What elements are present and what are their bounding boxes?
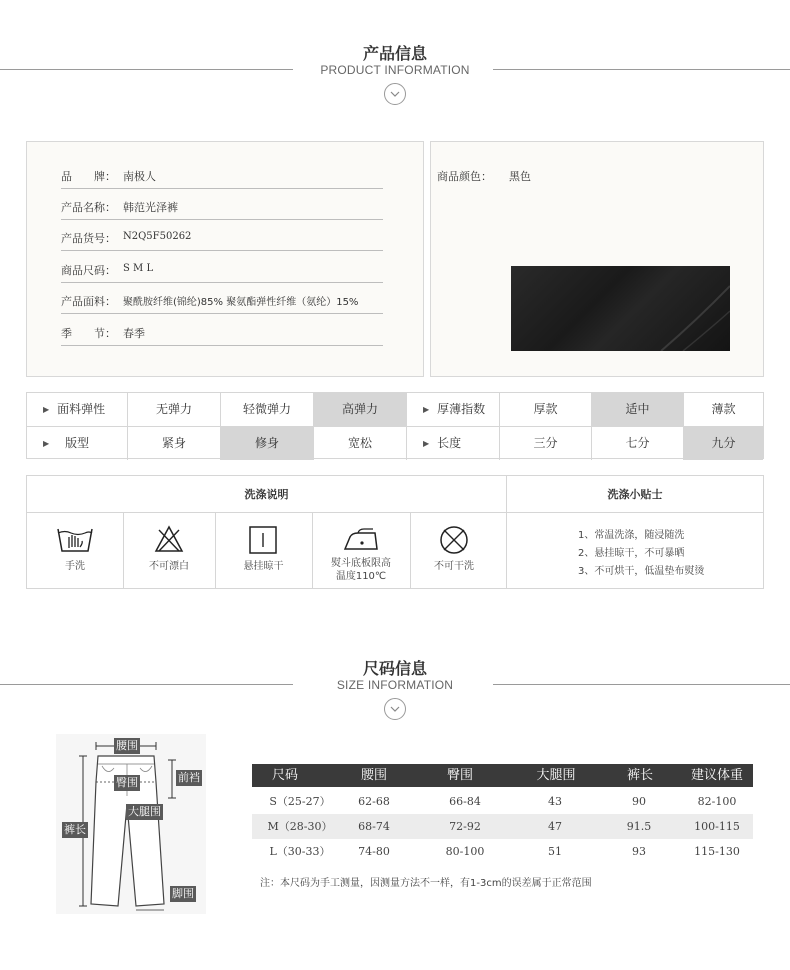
table-cell: 91.5 bbox=[626, 820, 652, 833]
diagram-label-thigh: 大腿围 bbox=[128, 805, 161, 818]
wash-icon-label: 不可漂白 bbox=[149, 561, 189, 572]
info-value: 韩范光泽裤 bbox=[123, 201, 178, 214]
wash-icon-label: 手洗 bbox=[65, 561, 85, 572]
size-note: 注：本尺码为手工测量，因测量方法不一样，有1-3cm的误差属于正常范围 bbox=[260, 878, 592, 889]
attr-option: 三分 bbox=[500, 427, 592, 460]
diagram-label-front-rise: 前裆 bbox=[178, 771, 200, 784]
table-cell: 68-74 bbox=[358, 820, 390, 833]
product-detail-box bbox=[26, 141, 424, 377]
triangle-right-icon: ▶ bbox=[423, 405, 430, 414]
no-dry-clean-icon bbox=[410, 522, 506, 556]
table-cell: 82-100 bbox=[697, 795, 737, 808]
info-row-fabric bbox=[61, 290, 383, 314]
table-cell: M（28-30） bbox=[267, 820, 333, 833]
table-cell: 90 bbox=[632, 795, 646, 808]
info-value: 聚酰胺纤维(锦纶)85% 聚氨酯弹性纤维（氨纶）15% bbox=[123, 297, 359, 308]
attr-option: 薄款 bbox=[711, 402, 736, 416]
attr-option: 轻微弹力 bbox=[221, 393, 314, 426]
section-title-en: SIZE INFORMATION bbox=[336, 678, 454, 692]
color-value: 黑色 bbox=[509, 170, 531, 183]
diagram-label-hem: 脚围 bbox=[172, 887, 194, 900]
wash-icon-label: 不可干洗 bbox=[434, 561, 474, 572]
diagram-label-length: 裤长 bbox=[64, 823, 86, 836]
attr-option-selected: 修身 bbox=[221, 427, 314, 460]
attribute-table bbox=[26, 392, 764, 459]
table-header-cell: 腰围 bbox=[360, 768, 387, 783]
wash-icon-label: 熨斗底板限高温度110℃ bbox=[331, 558, 391, 582]
wash-icon-cell bbox=[312, 513, 410, 589]
wash-instructions-table bbox=[26, 475, 764, 589]
table-cell: 93 bbox=[632, 845, 646, 858]
wash-icon-cell bbox=[410, 513, 506, 589]
chevron-down-icon[interactable] bbox=[384, 83, 406, 105]
info-key: 商品尺码： bbox=[61, 264, 116, 277]
info-key: 品 牌： bbox=[61, 170, 116, 183]
attr-option-selected: 九分 bbox=[684, 427, 763, 460]
wash-tip: 2、悬挂晾干，不可暴晒 bbox=[578, 548, 685, 559]
table-cell: 100-115 bbox=[694, 820, 740, 833]
info-key: 产品面料： bbox=[61, 295, 116, 308]
attr-option: 无弹力 bbox=[128, 393, 221, 426]
wash-header-left: 洗涤说明 bbox=[27, 476, 506, 513]
section-title-en: PRODUCT INFORMATION bbox=[320, 63, 470, 77]
triangle-right-icon: ▶ bbox=[43, 405, 50, 414]
pants-diagram bbox=[56, 734, 206, 914]
hang-dry-icon bbox=[215, 522, 312, 556]
attr-label-thickness: ▶ 厚薄指数 bbox=[407, 393, 500, 426]
table-cell: 62-68 bbox=[358, 795, 390, 808]
info-key: 产品货号： bbox=[61, 232, 116, 245]
info-key: 产品名称： bbox=[61, 201, 116, 214]
info-value: S M L bbox=[123, 263, 154, 274]
section-title-cn: 产品信息 bbox=[362, 44, 427, 63]
diagram-label-hip: 臀围 bbox=[116, 776, 138, 789]
attr-option: 七分 bbox=[592, 427, 684, 460]
info-value: 春季 bbox=[123, 327, 145, 340]
info-value: 南极人 bbox=[123, 170, 156, 183]
section-title-cn: 尺码信息 bbox=[362, 659, 427, 678]
chevron-down-icon[interactable] bbox=[384, 698, 406, 720]
table-header-cell: 尺码 bbox=[271, 768, 298, 783]
wash-tips bbox=[578, 527, 704, 581]
no-bleach-icon bbox=[123, 522, 215, 556]
info-key: 季 节： bbox=[61, 327, 116, 340]
wash-tip: 1、常温洗涤，随浸随洗 bbox=[578, 530, 685, 541]
iron-icon bbox=[312, 522, 410, 556]
table-header-cell: 大腿围 bbox=[536, 768, 576, 783]
table-cell: 47 bbox=[548, 820, 562, 833]
info-row-season bbox=[61, 322, 383, 346]
table-cell: 51 bbox=[548, 845, 562, 858]
attr-option-selected: 适中 bbox=[592, 393, 684, 426]
column-divider bbox=[506, 476, 507, 588]
info-row-size bbox=[61, 259, 383, 283]
info-row-sku bbox=[61, 227, 383, 251]
table-row bbox=[252, 789, 753, 814]
attr-option: 宽松 bbox=[314, 427, 407, 460]
table-header-cell: 建议体重 bbox=[690, 768, 743, 783]
attr-option-selected: 高弹力 bbox=[314, 393, 407, 426]
fabric-swatch-image bbox=[511, 266, 730, 351]
attr-option: 厚款 bbox=[500, 393, 592, 426]
hand-wash-icon bbox=[27, 522, 123, 556]
table-row bbox=[252, 814, 753, 839]
table-header-cell: 裤长 bbox=[626, 768, 653, 783]
wash-icon-label: 悬挂晾干 bbox=[243, 561, 284, 572]
table-cell: S（25-27） bbox=[269, 795, 331, 808]
info-value: N2Q5F50262 bbox=[123, 231, 192, 242]
table-header-cell: 臀围 bbox=[446, 768, 473, 783]
attr-label-fit: ▶ 版型 bbox=[27, 427, 128, 460]
attr-label-length: ▶ 长度 bbox=[407, 427, 500, 460]
info-row-brand bbox=[61, 165, 383, 189]
diagram-label-waist: 腰围 bbox=[116, 739, 138, 752]
color-label: 商品颜色： bbox=[437, 170, 492, 183]
table-cell: 72-92 bbox=[449, 820, 481, 833]
triangle-right-icon: ▶ bbox=[43, 439, 50, 448]
table-row bbox=[252, 839, 753, 864]
info-row-name bbox=[61, 196, 383, 220]
wash-icon-cell bbox=[27, 513, 123, 589]
table-cell: 43 bbox=[548, 795, 562, 808]
table-cell: L（30-33） bbox=[269, 845, 331, 858]
table-cell: 80-100 bbox=[445, 845, 485, 858]
product-color-box bbox=[430, 141, 764, 377]
wash-icon-cell bbox=[215, 513, 312, 589]
table-cell: 115-130 bbox=[694, 845, 740, 858]
table-cell: 74-80 bbox=[358, 845, 390, 858]
triangle-right-icon: ▶ bbox=[423, 439, 430, 448]
table-header-row bbox=[252, 764, 753, 787]
attr-option: 紧身 bbox=[128, 427, 221, 460]
wash-header-right: 洗涤小贴士 bbox=[507, 476, 763, 513]
wash-tip: 3、不可烘干，低温垫布熨烫 bbox=[578, 566, 705, 577]
table-cell: 66-84 bbox=[449, 795, 481, 808]
wash-icon-cell bbox=[123, 513, 215, 589]
attr-label-elasticity: ▶ 面料弹性 bbox=[27, 393, 128, 426]
